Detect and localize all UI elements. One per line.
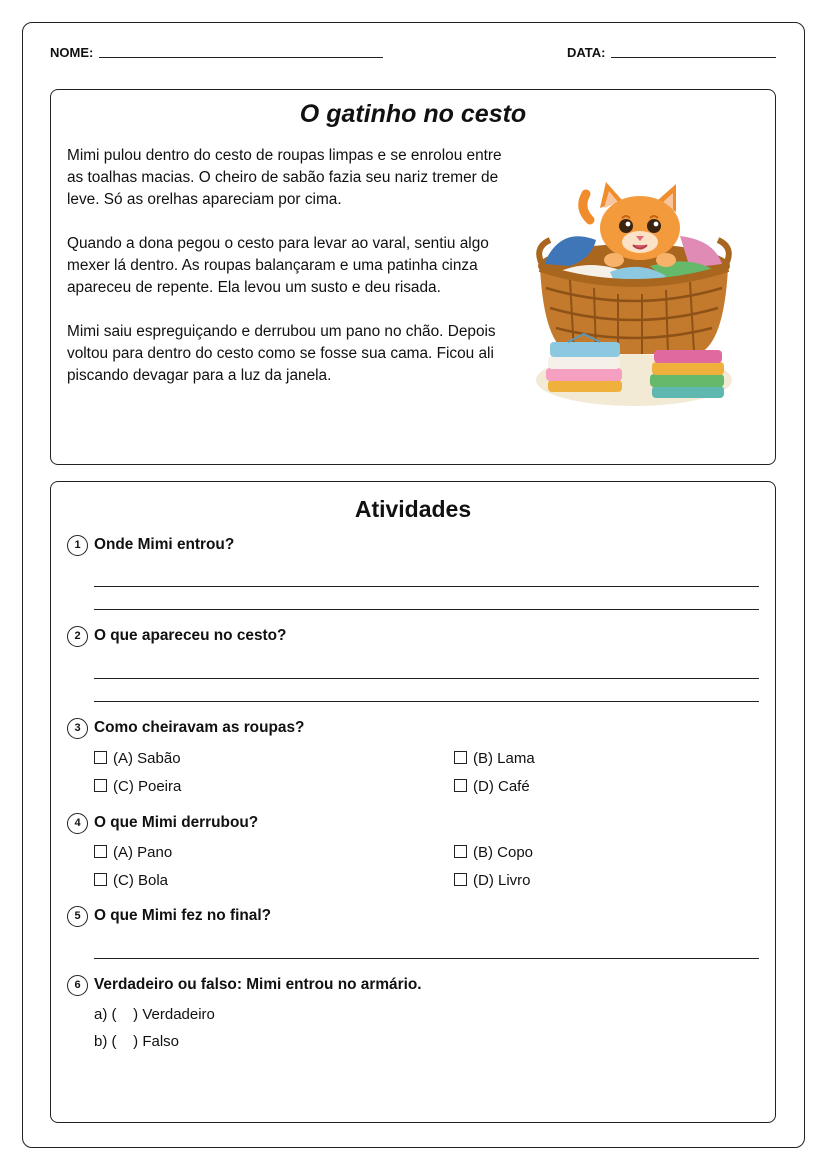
answer-line[interactable] (94, 609, 759, 610)
question-number: 5 (67, 906, 88, 927)
question-5-text: O que Mimi fez no final? (94, 907, 271, 924)
checkbox[interactable] (94, 751, 107, 764)
option-4b[interactable]: (B) Copo (454, 844, 533, 861)
question-3-text: Como cheiravam as roupas? (94, 719, 305, 736)
question-6-text: Verdadeiro ou falso: Mimi entrou no armário. (94, 976, 422, 993)
checkbox[interactable] (94, 873, 107, 886)
checkbox[interactable] (454, 779, 467, 792)
option-4d[interactable]: (D) Livro (454, 872, 531, 889)
true-option[interactable]: a) ( ) Verdadeiro (94, 1006, 215, 1023)
question-1-text: Onde Mimi entrou? (94, 536, 235, 553)
story-title: O gatinho no cesto (299, 100, 527, 128)
story-paragraph: Mimi saiu espreguiçando e derrubou um pano no chão. Depois voltou para dentro do cesto como se fosse sua cama. Ficou ali piscando devagar para a luz da janela. (67, 323, 496, 384)
story-paragraph: Quando a dona pegou o cesto para levar ao varal, sentiu algo mexer lá dentro. As roupas balançaram e uma patinha cinza apareceu de repente. Ela levou um susto e deu risada. (67, 235, 489, 296)
answer-line[interactable] (94, 678, 759, 679)
activities-title: Atividades (354, 496, 472, 522)
option-3b[interactable]: (B) Lama (454, 750, 535, 767)
checkbox[interactable] (454, 873, 467, 886)
date-field[interactable] (611, 57, 776, 58)
name-label: NOME: (50, 45, 94, 60)
question-number: 2 (67, 626, 88, 647)
question-4-text: O que Mimi derrubou? (94, 814, 259, 831)
checkbox[interactable] (94, 779, 107, 792)
option-3a[interactable]: (A) Sabão (94, 750, 181, 767)
option-3d[interactable]: (D) Café (454, 778, 530, 795)
question-2-text: O que apareceu no cesto? (94, 627, 287, 644)
option-4c[interactable]: (C) Bola (94, 872, 168, 889)
checkbox[interactable] (454, 751, 467, 764)
name-field[interactable] (99, 57, 383, 58)
answer-line[interactable] (94, 958, 759, 959)
answer-line[interactable] (94, 586, 759, 587)
question-number: 6 (67, 975, 88, 996)
question-number: 1 (67, 535, 88, 556)
option-3c[interactable]: (C) Poeira (94, 778, 181, 795)
story-paragraph: Mimi pulou dentro do cesto de roupas limpas e se enrolou entre as toalhas macias. O cheiro de sabão fazia seu nariz tremer de leve. Só as orelhas apareciam por cima. (67, 147, 502, 208)
kitten-in-basket-illustration (530, 148, 738, 444)
checkbox[interactable] (454, 845, 467, 858)
question-number: 3 (67, 718, 88, 739)
false-option[interactable]: b) ( ) Falso (94, 1033, 180, 1050)
checkbox[interactable] (94, 845, 107, 858)
story-text (67, 145, 507, 409)
answer-line[interactable] (94, 701, 759, 702)
question-number: 4 (67, 813, 88, 834)
option-4a[interactable]: (A) Pano (94, 844, 172, 861)
date-label: DATA: (567, 45, 606, 60)
activities-box (50, 481, 776, 1123)
